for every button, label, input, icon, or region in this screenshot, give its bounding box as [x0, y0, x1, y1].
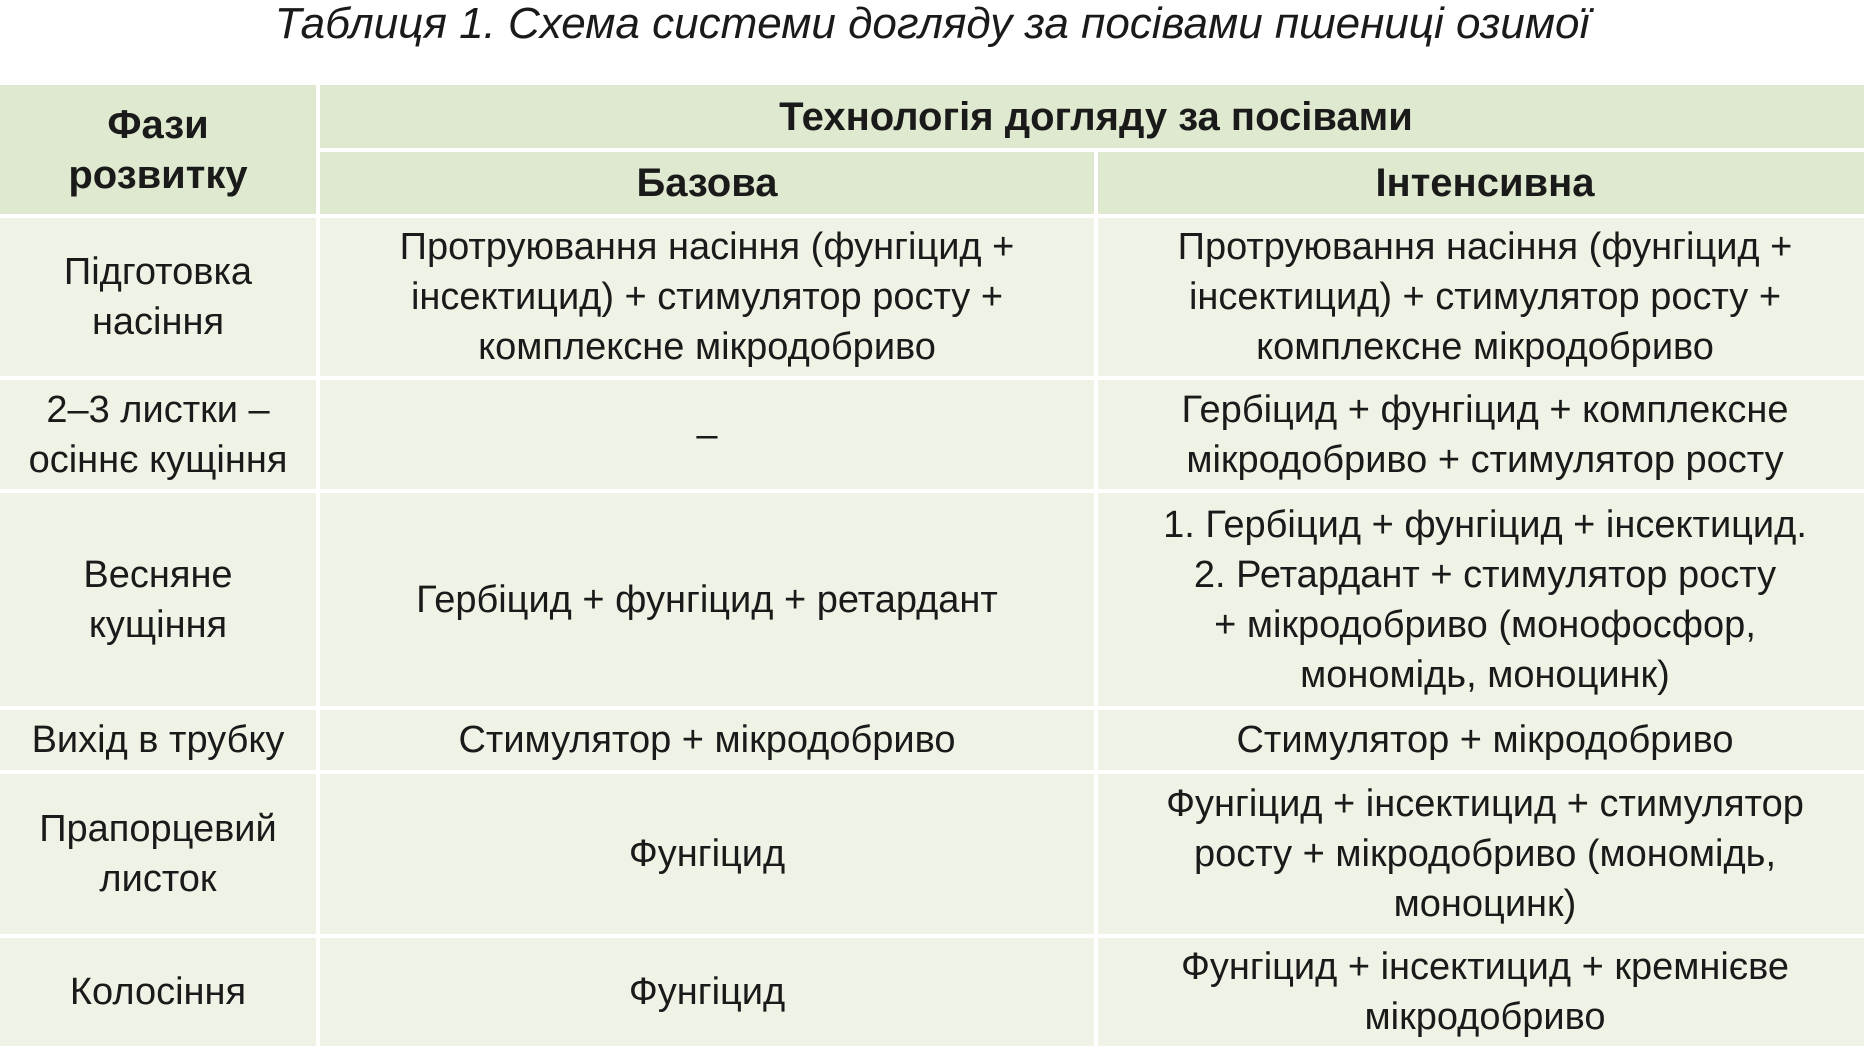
row-basic: Фунгіцид — [320, 938, 1094, 1046]
care-system-table — [0, 85, 1864, 1038]
row-phase: Колосіння — [0, 938, 316, 1046]
row-intensive: 1. Гербіцид + фунгіцид + інсектицид. 2. Ретардант + стимулятор росту + мікродобриво (монофосфор, мономідь, моноцинк) — [1098, 493, 1864, 706]
row-intensive: Гербіцид + фунгіцид + комплексне мікродобриво + стимулятор росту — [1098, 380, 1864, 489]
row-phase: 2–3 листки – осіннє кущіння — [0, 380, 316, 489]
row-intensive: Фунгіцид + інсектицид + кремнієве мікродобриво — [1098, 938, 1864, 1046]
row-basic: Протруювання насіння (фунгіцид + інсектицид) + стимулятор росту + комплексне мікродобриво — [320, 218, 1094, 376]
row-phase: Вихід в трубку — [0, 710, 316, 770]
row-phase: Підготовка насіння — [0, 218, 316, 376]
header-technology: Технологія догляду за посівами — [320, 85, 1864, 148]
header-basic: Базова — [320, 152, 1094, 214]
row-intensive: Фунгіцид + інсектицид + стимулятор росту + мікродобриво (мономідь, моноцинк) — [1098, 774, 1864, 934]
header-intensive: Інтенсивна — [1098, 152, 1864, 214]
row-basic: Фунгіцид — [320, 774, 1094, 934]
row-basic: Гербіцид + фунгіцид + ретардант — [320, 493, 1094, 706]
row-intensive: Стимулятор + мікродобриво — [1098, 710, 1864, 770]
row-phase: Прапорцевий листок — [0, 774, 316, 934]
table-caption: Таблиця 1. Схема системи догляду за посівами пшениці озимої — [274, 0, 1590, 48]
row-phase: Весняне кущіння — [0, 493, 316, 706]
header-phase: Фази розвитку — [0, 85, 316, 214]
row-intensive: Протруювання насіння (фунгіцид + інсектицид) + стимулятор росту + комплексне мікродобриво — [1098, 218, 1864, 376]
row-basic: – — [320, 380, 1094, 489]
row-basic: Стимулятор + мікродобриво — [320, 710, 1094, 770]
